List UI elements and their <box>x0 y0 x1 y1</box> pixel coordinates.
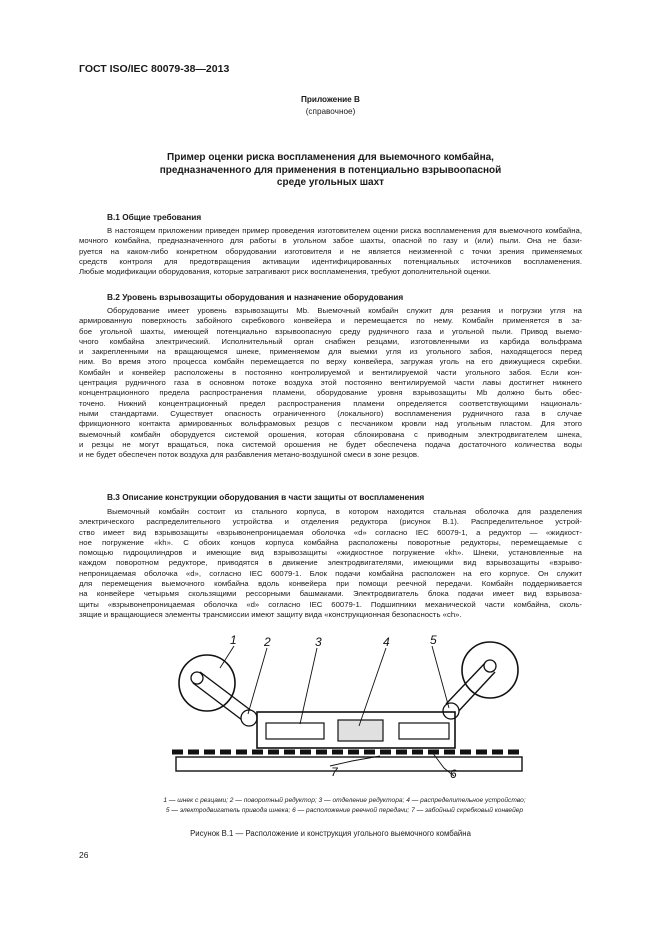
text-line: и не будет обеспечен поток воздуха для разбавления метано-воздушной смеси в зоне резцов. <box>79 450 420 460</box>
text-line: Комбайн и конвейер расположены в постоянно контролируемой и вентилируемой части угольного забоя. Если кон- <box>79 367 582 377</box>
appendix-label: Приложение В <box>301 95 360 104</box>
text-line: каждом поворотном редукторе, приводятся в движение электродвигателями, имеющими вид взрывозащиты «взрыво- <box>79 558 582 568</box>
figure-number-6: 6 <box>450 767 457 778</box>
title-line: предназначенного для применения в потенциально взрывоопасной <box>159 164 502 176</box>
figure-number-5: 5 <box>430 633 437 647</box>
text-line: бое угольной шахты, имеющей потенциально взрывоопасную среду рудничного газа и угольной пыли. Привод выемо- <box>79 326 582 336</box>
text-line: точено. Нижний концентрационный предел распространения пламени определяется соответствующими националь- <box>79 398 582 408</box>
title-line: среде угольных шахт <box>276 177 385 188</box>
text-line: для перемещения выемочного комбайна вдоль конвейера при помощи реечной передачи. Комбайн поддерживается <box>79 579 582 589</box>
section-heading-b3: В.3 Описание конструкции оборудования в части защиты от воспламенения <box>107 492 425 502</box>
text-line: Оборудование имеет уровень взрывозащиты Mb. Выемочный комбайн служит для резания и погрузки угля на <box>107 306 582 315</box>
text-line: ним. Во время этого процесса комбайн перемещается по верху конвейера, загружая уголь на его движущиеся скребки. <box>79 357 582 367</box>
text-line: В настоящем приложении приведен пример проведения изготовителем оценки риска воспламенения для выемочного комбайна, <box>107 226 582 235</box>
text-line: непроницаемая оболочка «d», согласно IEC 60079-1. Блок подачи комбайна расположен на его корпусе. Он служит <box>79 568 582 578</box>
text-line: армированную поверхность забойного скребкового конвейера и перемещается по нему. Комбайн применяется в за- <box>79 316 582 326</box>
figure-number-1: 1 <box>230 633 237 647</box>
figure-number-4: 4 <box>383 635 390 649</box>
text-line: руется на каком-либо конкретном оборудовании изготовителя и не является неизменной с точки зрения применяемых <box>79 246 582 256</box>
text-line: Любые модификации оборудования, которые затрагивают риск воспламенения, требуют дополнительной оценки. <box>79 267 491 277</box>
figure-legend-line: 1 — шнек с резцами; 2 — поворотный редуктор; 3 — отделение редуктора; 4 — распределительное устройство; <box>163 797 526 804</box>
switchgear-box <box>338 720 383 741</box>
text-line: центрация рудничного газа в основном потоке воздуха этой постоянно вентилируемой части лавы достигнет нижнего <box>79 378 582 388</box>
figure-diagram <box>150 628 530 783</box>
figure-number-7: 7 <box>331 765 338 778</box>
text-line: и закрепленными на вращающемся шнеке, применяемом для выемки угля из угольного забоя, находящегося перед <box>79 347 582 357</box>
appendix-title <box>120 152 541 190</box>
section-b2-text <box>79 306 582 460</box>
text-line: Выемочный комбайн состоит из стального корпуса, в котором находится стальная оболочка для разделения <box>107 507 582 516</box>
figure-legend-line: 5 — электродвигатель привода шнека; 6 — расположение реечной передачи; 7 — забойный скребковый конвейер <box>165 807 524 814</box>
title-line: Пример оценки риска воспламенения для выемочного комбайна, <box>167 152 494 163</box>
text-line: средств контроля для предотвращения активации идентифицированных потенциальных источников воспламенения. <box>79 256 582 266</box>
appendix-type: (справочное) <box>305 107 356 116</box>
section-b1-text <box>79 226 582 277</box>
section-heading-b2: В.2 Уровень взрывозащиты оборудования и назначение оборудования <box>107 292 404 302</box>
haulage-compartment <box>399 723 449 739</box>
text-line: фрикционного контакта армированных вольфрамовых резцов с песчаником кровли над угольным пластом. Для этого <box>79 419 582 429</box>
text-line: чного комбайна электрический. Исполнительный орган снабжен резцами, изготовленными из карбида вольфрама <box>79 336 582 346</box>
text-line: помощью гидроцилиндров и имеющие вид взрывозащиты «жидкостное погружение «kh». Шнеки, установленные на <box>79 548 582 558</box>
text-line: щиты «взрывонепроницаемая оболочка «d» согласно IEC 60079-1. Подшипники механической части комбайна, сколь- <box>79 599 582 609</box>
figure-number-3: 3 <box>315 635 322 649</box>
gearbox-compartment <box>266 723 324 739</box>
text-line: выемочный комбайн оборудуется системой орошения, которая сблокирована с приводным электродвигателем шнека, <box>79 429 582 439</box>
section-b3-text <box>79 507 582 620</box>
shearer-diagram <box>150 628 530 778</box>
text-line: ными стандартами. Существует опасность ограниченного (локального) воспламенения рудничного газа в случае <box>79 408 582 418</box>
section-heading-b1: В.1 Общие требования <box>107 212 202 222</box>
left-ranging-arm <box>191 672 257 726</box>
text-line: зящие и вращающиеся элементы трансмиссии имеют защиту вида «конструкционная безопасность «ch». <box>79 609 462 619</box>
text-line: мочного комбайна, предназначенного для работы в угольном забое шахты, опасной по газу и (или) пыли. Она не бази- <box>79 236 582 246</box>
text-line: ное погружение «kh». С обоих концов корпуса комбайна расположены поворотные редукторы, перемещаемые с <box>79 537 582 547</box>
text-line: ство имеет вид взрывозащиты «взрывонепроницаемая оболочка «d» согласно IEC 60079-1, а редуктор — «жидкост- <box>79 527 582 537</box>
document-header: ГОСТ ISO/IEC 80079-38—2013 <box>79 63 230 75</box>
left-drum-shape <box>179 655 235 711</box>
figure-caption: Рисунок В.1 — Расположение и конструкция угольного выемочного комбайна <box>190 829 471 838</box>
conveyor-shape <box>176 757 522 771</box>
text-line: на конвейере четырьмя скользящими рессорными башмаками. Электродвигатель блока подачи имеет вид взрывоза- <box>79 589 582 599</box>
text-line: концентрационного предела распространения пламени, оборудование уровня взрывозащиты Mb должно быть обес- <box>79 388 582 398</box>
figure-number-2: 2 <box>264 635 271 649</box>
page-number: 26 <box>79 850 89 860</box>
text-line: электрического распределительного устройства и отделения редуктора (рисунок В.1). Распределительное устрой- <box>79 517 582 527</box>
text-line: и резцы не могут вращаться, пока системой орошения не будет обеспечена подача достаточного количества воды <box>79 439 582 449</box>
